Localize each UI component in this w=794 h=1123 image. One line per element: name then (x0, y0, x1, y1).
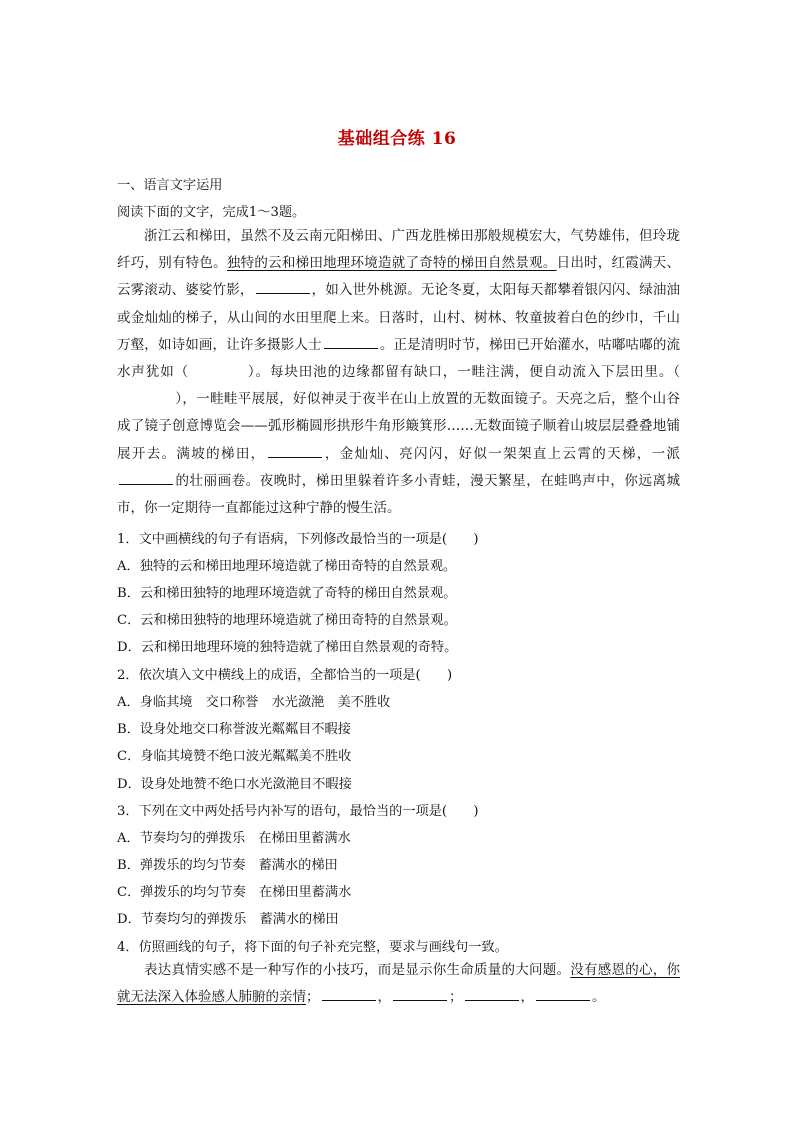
option: A．独特的云和梯田地理环境造就了梯田奇特的自然景观。 (117, 559, 457, 574)
option: A．节奏均匀的弹拨乐 在梯田里蓄满水 (117, 831, 351, 846)
fill-blank (324, 335, 378, 349)
underlined-sentence: 独特的云和梯田地理环境造就了奇特的梯田自然景观。 (226, 255, 557, 272)
passage-text: 。正是清明时节，梯田已开始灌水，咕嘟咕嘟的流水声犹如（ (117, 336, 681, 381)
option: D．节奏均匀的弹拨乐 蓄满水的梯田 (117, 912, 339, 927)
question-stem: 4．仿照画线的句子，将下面的句子补充完整，要求与画线句一致。 (117, 940, 508, 955)
q4-underlined: 没有感恩的心，你就无法深入体验感人肺腑的亲情 (117, 962, 680, 1006)
question-stem: 1．文中画横线的句子有语病，下列修改最恰当的一项是( ) (117, 532, 479, 547)
answer-blank[interactable] (465, 987, 519, 1001)
fill-blank (268, 444, 322, 458)
option: B．云和梯田独特的地理环境造就了奇特的梯田自然景观。 (117, 586, 457, 601)
option: A．身临其境 交口称誉 水光潋滟 美不胜收 (117, 695, 391, 710)
passage-text: ），一畦畦平展展，好似神灵于夜半在山上放置的无数面镜子。天亮之后，整个山谷成了镜子创意博览会——弧形椭圆形拱形牛角形簸箕形……无数面镜子顺着山坡层层叠叠地铺展开去。满坡的梯田， (117, 391, 680, 462)
answer-blank[interactable] (322, 987, 376, 1001)
separator: ； (306, 989, 320, 1006)
separator: ， (520, 989, 534, 1006)
option: C．身临其境赞不绝口波光粼粼美不胜收 (117, 749, 352, 764)
separator: ； (449, 989, 463, 1006)
q4-passage (117, 957, 680, 1011)
answer-blank[interactable] (536, 987, 590, 1001)
question-stem: 2．依次填入文中横线上的成语，全都恰当的一项是( ) (117, 668, 453, 683)
passage-text: 日出时，红霞满天、云雾滚动、婆娑竹影， (117, 255, 681, 299)
passage-text: 的壮丽画卷。夜晚时，梯田里躲着许多小青蛙，漫天繁星，在蛙鸣声中，你远离城市，你一定期待一直都能过这种宁静的慢生活。 (117, 472, 680, 517)
passage-text: ，如入世外桃源。无论冬夏，太阳每天都攀着银闪闪、绿油油或金灿灿的梯子，从山间的水田里爬上来。日落时，山村、树林、牧童披着白色的纱巾，千山万壑，如诗如画，让许多摄影人士 (117, 282, 681, 353)
option: D．设身处地赞不绝口水光潋滟目不暇接 (117, 777, 352, 792)
page-title: 基础组合练 16 (337, 129, 457, 149)
option: B．设身处地交口称誉波光粼粼目不暇接 (117, 722, 351, 737)
section-heading: 一、语言文字运用 (117, 178, 223, 193)
passage (117, 223, 680, 522)
passage-text: 浙江云和梯田，虽然不及云南元阳梯田、广西龙胜梯田那般规模宏大，气势雄伟，但玲珑纤巧，别有特色。 (117, 228, 680, 272)
passage-text: ）。每块田池的边缘都留有缺口，一畦注满，便自动流入下层田里。（ (247, 364, 681, 381)
separator: ， (377, 989, 391, 1006)
question-stem: 3．下列在文中两处括号内补写的语句，最恰当的一项是( ) (117, 804, 479, 819)
instruction: 阅读下面的文字，完成1～3题。 (117, 205, 306, 220)
end-mark: 。 (592, 989, 606, 1006)
passage-text: ，金灿灿、亮闪闪，好似一架架直上云霄的天梯，一派 (323, 445, 681, 462)
fill-blank (256, 280, 310, 294)
option: C．云和梯田独特的地理环境造就了梯田奇特的自然景观。 (117, 613, 457, 628)
q4-lead: 表达真情实感不是一种写作的小技巧，而是显示你生命质量的大问题。 (144, 962, 571, 978)
option: D．云和梯田地理环境的独特造就了梯田自然景观的奇特。 (117, 640, 458, 655)
fill-blank (119, 471, 173, 485)
option: C．弹拨乐的均匀节奏 在梯田里蓄满水 (117, 885, 352, 900)
answer-blank[interactable] (393, 987, 447, 1001)
option: B．弹拨乐的均匀节奏 蓄满水的梯田 (117, 858, 338, 873)
